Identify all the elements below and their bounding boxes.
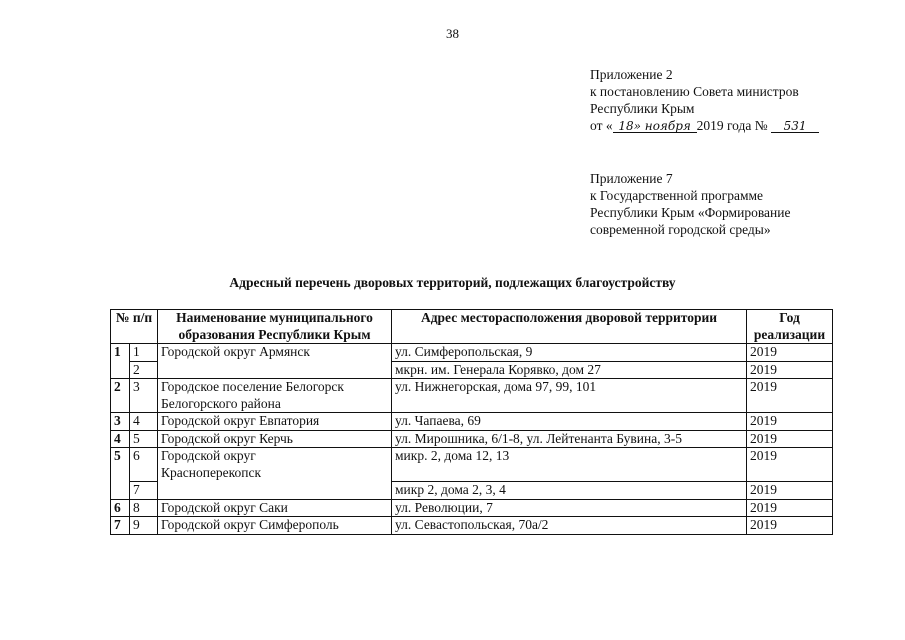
address-cell: ул. Чапаева, 69 bbox=[392, 413, 747, 431]
address-cell: микр. 2, дома 12, 13 bbox=[392, 448, 747, 482]
address-cell: мкрн. им. Генерала Корявко, дом 27 bbox=[392, 361, 747, 379]
annex-7-line4: современной городской среды» bbox=[590, 222, 771, 237]
address-cell: ул. Севастопольская, 70а/2 bbox=[392, 517, 747, 535]
header-year: Год реализации bbox=[747, 310, 833, 344]
page-number: 38 bbox=[446, 26, 459, 41]
year-cell: 2019 bbox=[747, 517, 833, 535]
address-cell: ул. Симферопольская, 9 bbox=[392, 344, 747, 362]
group-cell: 4 bbox=[111, 430, 130, 448]
table-row bbox=[111, 499, 833, 517]
address-table bbox=[110, 309, 833, 535]
handwritten-number: 531 bbox=[771, 120, 819, 133]
table-row bbox=[111, 517, 833, 535]
index-cell: 7 bbox=[130, 482, 158, 500]
header-num: № п/п bbox=[111, 310, 158, 344]
year-cell: 2019 bbox=[747, 482, 833, 500]
index-cell: 2 bbox=[130, 361, 158, 379]
municipality-cell: Городской округ Армянск bbox=[158, 344, 392, 379]
address-cell: ул. Нижнегорская, дома 97, 99, 101 bbox=[392, 379, 747, 413]
annex-7-header bbox=[590, 170, 790, 238]
year-cell: 2019 bbox=[747, 344, 833, 362]
municipality-text: Городской округ Красноперекопск bbox=[161, 448, 262, 480]
municipality-cell: Городское поселение Белогорск Белогорского района bbox=[158, 379, 392, 413]
table-row bbox=[111, 430, 833, 448]
year-cell: 2019 bbox=[747, 430, 833, 448]
document-title: Адресный перечень дворовых территорий, подлежащих благоустройству bbox=[229, 275, 676, 290]
municipality-cell: Городской округ Симферополь bbox=[158, 517, 392, 535]
year-cell: 2019 bbox=[747, 448, 833, 482]
group-cell: 3 bbox=[111, 413, 130, 431]
group-cell: 6 bbox=[111, 499, 130, 517]
table-header-row bbox=[111, 310, 833, 344]
table-row bbox=[111, 379, 833, 413]
municipality-cell: Городской округ Керчь bbox=[158, 430, 392, 448]
header-address: Адрес месторасположения дворовой территории bbox=[392, 310, 747, 344]
group-cell: 7 bbox=[111, 517, 130, 535]
annex-2-line3: Республики Крым bbox=[590, 101, 695, 116]
year-cell: 2019 bbox=[747, 361, 833, 379]
header-municipality: Наименование муниципального образования Республики Крым bbox=[158, 310, 392, 344]
municipality-cell: Городской округ Саки bbox=[158, 499, 392, 517]
address-cell: микр 2, дома 2, 3, 4 bbox=[392, 482, 747, 500]
annex-2-line1: Приложение 2 bbox=[590, 67, 673, 82]
index-cell: 6 bbox=[130, 448, 158, 482]
address-cell: ул. Мирошника, 6/1-8, ул. Лейтенанта Бувина, 3-5 bbox=[392, 430, 747, 448]
table-row bbox=[111, 413, 833, 431]
annex-7-line1: Приложение 7 bbox=[590, 171, 673, 186]
address-cell: ул. Революции, 7 bbox=[392, 499, 747, 517]
date-suffix: 2019 года № bbox=[696, 118, 768, 133]
group-cell: 2 bbox=[111, 379, 130, 413]
annex-2-line2: к постановлению Совета министров bbox=[590, 84, 799, 99]
index-cell: 9 bbox=[130, 517, 158, 535]
index-cell: 5 bbox=[130, 430, 158, 448]
index-cell: 8 bbox=[130, 499, 158, 517]
group-cell: 1 bbox=[111, 344, 130, 379]
year-cell: 2019 bbox=[747, 379, 833, 413]
annex-2-header bbox=[590, 66, 819, 134]
annex-7-line3: Республики Крым «Формирование bbox=[590, 205, 791, 220]
index-cell: 3 bbox=[130, 379, 158, 413]
table-row bbox=[111, 344, 833, 362]
annex-7-line2: к Государственной программе bbox=[590, 188, 764, 203]
municipality-cell: Городской округ Евпатория bbox=[158, 413, 392, 431]
index-cell: 1 bbox=[130, 344, 158, 362]
index-cell: 4 bbox=[130, 413, 158, 431]
municipality-cell bbox=[158, 448, 392, 500]
handwritten-date: 18» ноября bbox=[613, 120, 697, 133]
year-cell: 2019 bbox=[747, 413, 833, 431]
annex-2-date-line bbox=[590, 117, 819, 134]
year-cell: 2019 bbox=[747, 499, 833, 517]
group-cell: 5 bbox=[111, 448, 130, 500]
date-prefix: от « bbox=[590, 118, 613, 133]
table-row bbox=[111, 448, 833, 482]
